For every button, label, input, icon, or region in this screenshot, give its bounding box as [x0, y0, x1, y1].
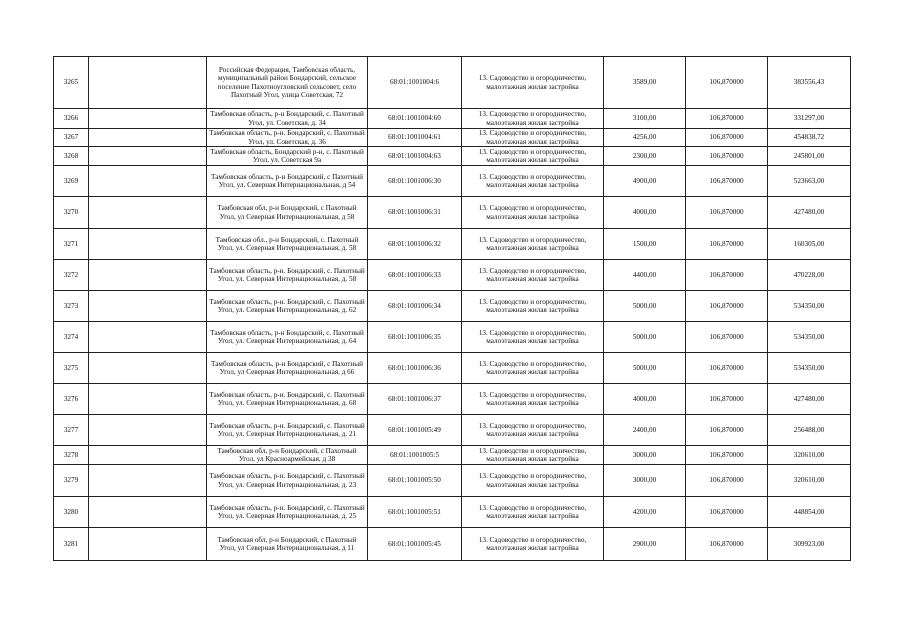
- cadastral-value-cell: 320610,00: [768, 446, 851, 465]
- blank-cell: [89, 166, 207, 197]
- blank-cell: [89, 197, 207, 229]
- land-use-cell: 13. Садоводство и огородничество, малоэтажная жилая застройка: [462, 384, 604, 415]
- row-number: 3274: [54, 322, 89, 353]
- rate-cell: 106,870000: [686, 57, 768, 109]
- row-number: 3269: [54, 166, 89, 197]
- row-number: 3275: [54, 353, 89, 384]
- land-use-cell: 13. Садоводство и огородничество, малоэтажная жилая застройка: [462, 166, 604, 197]
- row-number: 3279: [54, 465, 89, 497]
- table-row: [54, 322, 851, 353]
- address-cell: Тамбовская обл, р-н Бондарский, с Пахотный Угол, ул Северная Интернациональная, д 58: [207, 197, 368, 229]
- area-cell: 3100,00: [604, 109, 686, 129]
- table-row: [54, 353, 851, 384]
- rate-cell: 106,870000: [686, 384, 768, 415]
- address-cell: Тамбовская обл, р-н Бондарский, с Пахотный Угол, ул Красноармейская, д 38: [207, 446, 368, 465]
- cadastral-number-cell: 68:01:1001005:50: [368, 465, 462, 497]
- rate-cell: 106,870000: [686, 109, 768, 129]
- cadastral-value-table: [53, 56, 851, 561]
- address-cell: Тамбовская область, р-н. Бондарский, с. Пахотный Угол, ул. Северная Интернациональная, д. 25: [207, 497, 368, 528]
- cadastral-number-cell: 68:01:1001004:61: [368, 129, 462, 147]
- land-use-cell: 13. Садоводство и огородничество, малоэтажная жилая застройка: [462, 465, 604, 497]
- area-cell: 3000,00: [604, 465, 686, 497]
- address-cell: Тамбовская область, Бондарский р-н, с. Пахотный Угол, ул. Советская 9а: [207, 147, 368, 166]
- rate-cell: 106,870000: [686, 229, 768, 260]
- land-use-cell: 13. Садоводство и огородничество, малоэтажная жилая застройка: [462, 147, 604, 166]
- cadastral-number-cell: 68:01:1001005:5: [368, 446, 462, 465]
- table-row: [54, 147, 851, 166]
- area-cell: 4200,00: [604, 497, 686, 528]
- rate-cell: 106,870000: [686, 260, 768, 291]
- blank-cell: [89, 465, 207, 497]
- rate-cell: 106,870000: [686, 497, 768, 528]
- table-row: [54, 197, 851, 229]
- rate-cell: 106,870000: [686, 291, 768, 322]
- table-row: [54, 129, 851, 147]
- table-row: [54, 415, 851, 446]
- blank-cell: [89, 384, 207, 415]
- cadastral-value-cell: 309923,00: [768, 528, 851, 561]
- area-cell: 5000,00: [604, 322, 686, 353]
- blank-cell: [89, 129, 207, 147]
- row-number: 3265: [54, 57, 89, 109]
- rate-cell: 106,870000: [686, 129, 768, 147]
- blank-cell: [89, 353, 207, 384]
- cadastral-value-cell: 383556,43: [768, 57, 851, 109]
- table-row: [54, 229, 851, 260]
- blank-cell: [89, 147, 207, 166]
- row-number: 3273: [54, 291, 89, 322]
- cadastral-number-cell: 68:01:1001006:37: [368, 384, 462, 415]
- cadastral-number-cell: 68:01:1001006:32: [368, 229, 462, 260]
- cadastral-value-cell: 534350,00: [768, 322, 851, 353]
- land-use-cell: 13. Садоводство и огородничество, малоэтажная жилая застройка: [462, 109, 604, 129]
- table-row: [54, 497, 851, 528]
- row-number: 3277: [54, 415, 89, 446]
- cadastral-value-cell: 256488,00: [768, 415, 851, 446]
- row-number: 3271: [54, 229, 89, 260]
- area-cell: 4000,00: [604, 384, 686, 415]
- address-cell: Тамбовская область, р-н. Бондарский, с. Пахотный Угол, ул. Северная Интернациональная, д. 62: [207, 291, 368, 322]
- land-use-cell: 13. Садоводство и огородничество, малоэтажная жилая застройка: [462, 57, 604, 109]
- blank-cell: [89, 291, 207, 322]
- cadastral-value-cell: 454838,72: [768, 129, 851, 147]
- address-cell: Тамбовская обл., р-н Бондарский, с. Пахотный Угол, ул. Северная Интернациональная, д. 58: [207, 229, 368, 260]
- cadastral-value-cell: 245801,00: [768, 147, 851, 166]
- row-number: 3267: [54, 129, 89, 147]
- area-cell: 2400,00: [604, 415, 686, 446]
- rate-cell: 106,870000: [686, 353, 768, 384]
- cadastral-value-cell: 160305,00: [768, 229, 851, 260]
- land-use-cell: 13. Садоводство и огородничество, малоэтажная жилая застройка: [462, 415, 604, 446]
- row-number: 3278: [54, 446, 89, 465]
- address-cell: Тамбовская область, р-н. Бондарский, с. Пахотный Угол, ул. Северная Интернациональная, д. 21: [207, 415, 368, 446]
- row-number: 3276: [54, 384, 89, 415]
- table-row: [54, 384, 851, 415]
- land-use-cell: 13. Садоводство и огородничество, малоэтажная жилая застройка: [462, 353, 604, 384]
- cadastral-number-cell: 68:01:1001004:60: [368, 109, 462, 129]
- blank-cell: [89, 322, 207, 353]
- address-cell: Тамбовская область, р-н Бондарский, с. Пахотный Угол, ул. Советская, д. 34: [207, 109, 368, 129]
- address-cell: Тамбовская область, р-н Бондарский, с. Пахотный Угол, ул. Северная Интернациональная, д. 64: [207, 322, 368, 353]
- address-cell: Тамбовская область, р-н. Бондарский, с. Пахотный Угол, ул. Советская, д. 36: [207, 129, 368, 147]
- cadastral-value-cell: 427480,00: [768, 197, 851, 229]
- land-use-cell: 13. Садоводство и огородничество, малоэтажная жилая застройка: [462, 322, 604, 353]
- blank-cell: [89, 260, 207, 291]
- rate-cell: 106,870000: [686, 166, 768, 197]
- area-cell: 5000,00: [604, 291, 686, 322]
- row-number: 3270: [54, 197, 89, 229]
- land-use-cell: 13. Садоводство и огородничество, малоэтажная жилая застройка: [462, 291, 604, 322]
- land-use-cell: 13. Садоводство и огородничество, малоэтажная жилая застройка: [462, 129, 604, 147]
- cadastral-number-cell: 68:01:1001005:45: [368, 528, 462, 561]
- address-cell: Тамбовская область, р-н. Бондарский, с. Пахотный Угол, ул. Северная Интернациональная, д. 68: [207, 384, 368, 415]
- blank-cell: [89, 229, 207, 260]
- area-cell: 3000,00: [604, 446, 686, 465]
- row-number: 3281: [54, 528, 89, 561]
- land-use-cell: 13. Садоводство и огородничество, малоэтажная жилая застройка: [462, 260, 604, 291]
- blank-cell: [89, 57, 207, 109]
- cadastral-number-cell: 68:01:1001006:34: [368, 291, 462, 322]
- land-use-cell: 13. Садоводство и огородничество, малоэтажная жилая застройка: [462, 446, 604, 465]
- address-cell: Тамбовская обл, р-н Бондарский, с Пахотный Угол, ул Северная Интернациональная, д 11: [207, 528, 368, 561]
- row-number: 3272: [54, 260, 89, 291]
- cadastral-value-cell: 470228,00: [768, 260, 851, 291]
- blank-cell: [89, 446, 207, 465]
- table-row: [54, 260, 851, 291]
- cadastral-value-cell: 534350,00: [768, 291, 851, 322]
- cadastral-value-cell: 523663,00: [768, 166, 851, 197]
- rate-cell: 106,870000: [686, 465, 768, 497]
- cadastral-number-cell: 68:01:1001006:36: [368, 353, 462, 384]
- land-use-cell: 13. Садоводство и огородничество, малоэтажная жилая застройка: [462, 497, 604, 528]
- land-use-cell: 13. Садоводство и огородничество, малоэтажная жилая застройка: [462, 197, 604, 229]
- cadastral-number-cell: 68:01:1001006:35: [368, 322, 462, 353]
- address-cell: Тамбовская область, р-н Бондарский, с Пахотный Угол, ул. Северная Интернациональная, д 54: [207, 166, 368, 197]
- row-number: 3268: [54, 147, 89, 166]
- rate-cell: 106,870000: [686, 322, 768, 353]
- address-cell: Тамбовская область, р-н Бондарский, с Пахотный Угол, ул Северная Интернациональная, д 66: [207, 353, 368, 384]
- table-row: [54, 465, 851, 497]
- table-row: [54, 57, 851, 109]
- blank-cell: [89, 415, 207, 446]
- cadastral-value-cell: 448854,00: [768, 497, 851, 528]
- blank-cell: [89, 497, 207, 528]
- table-row: [54, 166, 851, 197]
- area-cell: 3589,00: [604, 57, 686, 109]
- blank-cell: [89, 528, 207, 561]
- cadastral-number-cell: 68:01:1001004:63: [368, 147, 462, 166]
- address-cell: Тамбовская область, р-н. Бондарский, с. Пахотный Угол, ул. Северная Интернациональная, д. 23: [207, 465, 368, 497]
- area-cell: 4900,00: [604, 166, 686, 197]
- row-number: 3280: [54, 497, 89, 528]
- cadastral-value-cell: 534350,00: [768, 353, 851, 384]
- cadastral-number-cell: 68:01:1001006:33: [368, 260, 462, 291]
- address-cell: Российская Федерация, Тамбовская область, муниципальный район Бондарский, сельское поселение Пахотноугловский сельсовет, село Пахотный Угол, улица Советская, 72: [207, 57, 368, 109]
- area-cell: 2900,00: [604, 528, 686, 561]
- area-cell: 4256,00: [604, 129, 686, 147]
- rate-cell: 106,870000: [686, 528, 768, 561]
- row-number: 3266: [54, 109, 89, 129]
- area-cell: 1500,00: [604, 229, 686, 260]
- cadastral-value-cell: 320610,00: [768, 465, 851, 497]
- area-cell: 2300,00: [604, 147, 686, 166]
- table-row: [54, 109, 851, 129]
- blank-cell: [89, 109, 207, 129]
- land-use-cell: 13. Садоводство и огородничество, малоэтажная жилая застройка: [462, 229, 604, 260]
- cadastral-number-cell: 68:01:1001006:30: [368, 166, 462, 197]
- cadastral-number-cell: 68:01:1001005:51: [368, 497, 462, 528]
- cadastral-number-cell: 68:01:1001005:49: [368, 415, 462, 446]
- table-row: [54, 528, 851, 561]
- cadastral-number-cell: 68:01:1001006:31: [368, 197, 462, 229]
- area-cell: 5000,00: [604, 353, 686, 384]
- rate-cell: 106,870000: [686, 446, 768, 465]
- cadastral-number-cell: 68:01:1001004:6: [368, 57, 462, 109]
- rate-cell: 106,870000: [686, 415, 768, 446]
- table-row: [54, 446, 851, 465]
- cadastral-value-cell: 331297,00: [768, 109, 851, 129]
- address-cell: Тамбовская область, р-н. Бондарский, с. Пахотный Угол, ул. Северная Интернациональная, д. 58: [207, 260, 368, 291]
- land-use-cell: 13. Садоводство и огородничество, малоэтажная жилая застройка: [462, 528, 604, 561]
- area-cell: 4400,00: [604, 260, 686, 291]
- area-cell: 4000,00: [604, 197, 686, 229]
- table-row: [54, 291, 851, 322]
- cadastral-value-cell: 427480,00: [768, 384, 851, 415]
- rate-cell: 106,870000: [686, 197, 768, 229]
- rate-cell: 106,870000: [686, 147, 768, 166]
